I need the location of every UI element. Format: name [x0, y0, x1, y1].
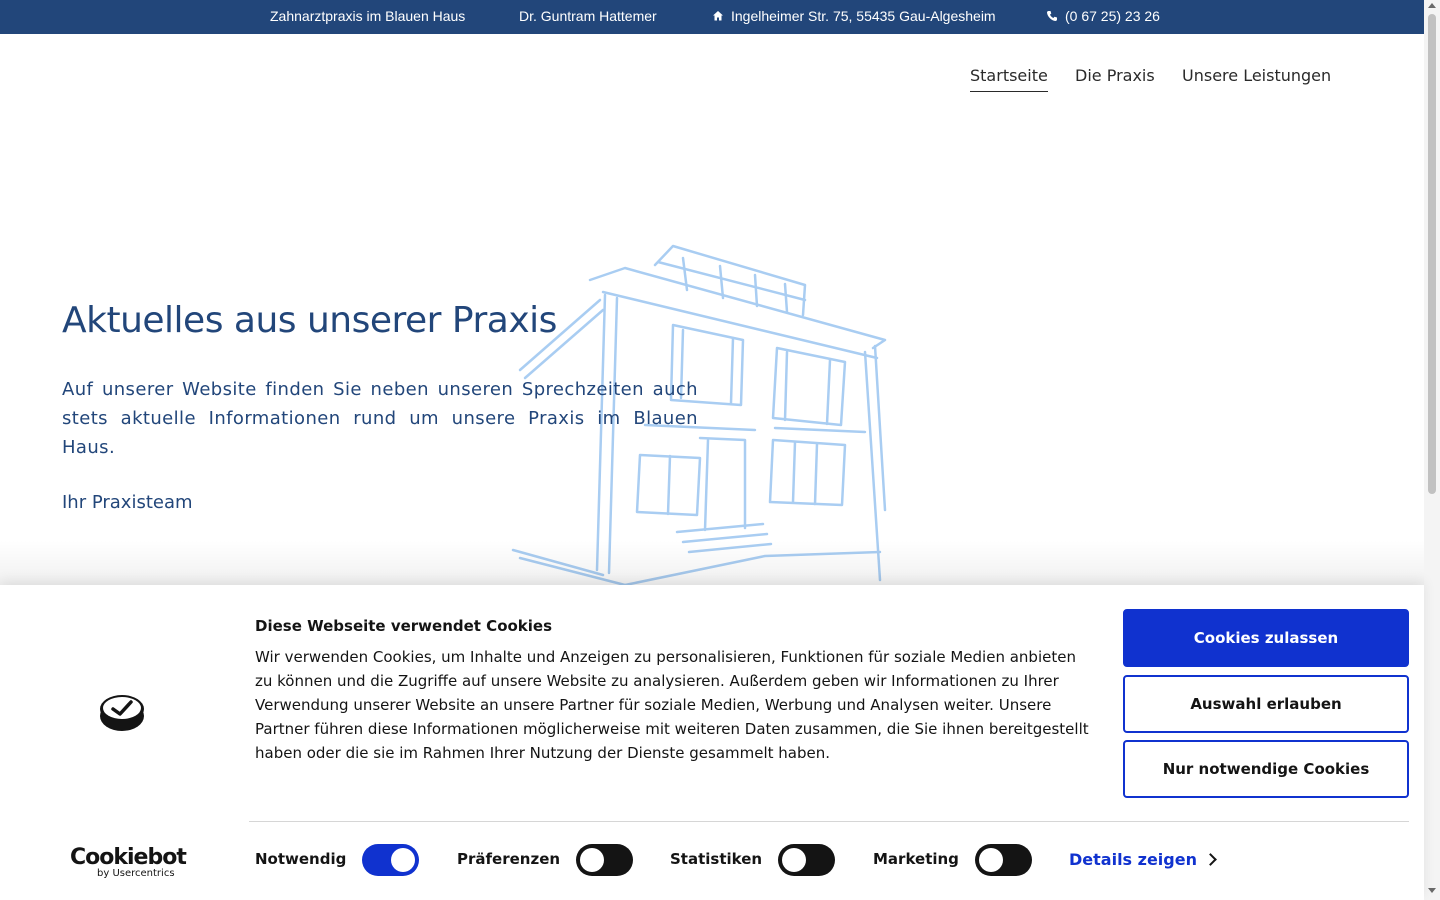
necessary-only-button[interactable]: Nur notwendige Cookies	[1123, 740, 1409, 798]
toggle-praeferenzen[interactable]	[576, 844, 633, 876]
details-link[interactable]: Details zeigen	[1069, 850, 1197, 869]
allow-all-cookies-button[interactable]: Cookies zulassen	[1123, 609, 1409, 667]
toggle-knob	[979, 848, 1003, 872]
home-icon	[712, 10, 724, 22]
toggle-label-notwendig: Notwendig	[255, 850, 347, 868]
toggle-knob	[782, 848, 806, 872]
banner-shadow	[0, 540, 1424, 586]
practice-name: Zahnarztpraxis im Blauen Haus	[270, 8, 466, 24]
cookie-banner-title: Diese Webseite verwendet Cookies	[255, 617, 553, 635]
cookiebot-brand-sub: by Usercentrics	[97, 868, 175, 879]
address: Ingelheimer Str. 75, 55435 Gau-Algesheim	[731, 8, 996, 24]
cookie-banner-text: Wir verwenden Cookies, um Inhalte und Anzeigen zu personalisieren, Funktionen für soziale Medien anbieten zu können und die Zugriffe auf unsere Website zu analysieren. Außerdem geben wir Informationen zu Ihrer Verwendung unserer Website an unsere Partner für soziale Medien, Werbung und Analysen weiter. Unsere Partner führen diese Informationen möglicherweise mit weiteren Daten zusammen, die Sie ihnen bereitgestellt haben oder die sie im Rahmen Ihrer Nutzung der Dienste gesammelt haben.	[255, 648, 1089, 762]
phone-number[interactable]: (0 67 25) 23 26	[1065, 8, 1160, 24]
toggle-label-praeferenzen: Präferenzen	[457, 850, 561, 868]
page-title: Aktuelles aus unserer Praxis	[62, 300, 557, 341]
toggle-statistiken[interactable]	[778, 844, 835, 876]
toggle-knob	[391, 848, 415, 872]
toggle-knob	[580, 848, 604, 872]
toggle-notwendig[interactable]	[362, 844, 419, 876]
intro-text: Auf unserer Website finden Sie neben unseren Sprechzeiten auch stets aktuelle Informationen rund um unsere Praxis im Blauen Haus.	[62, 379, 698, 458]
nav-die-praxis[interactable]: Die Praxis	[1075, 66, 1155, 85]
phone-icon	[1046, 10, 1058, 22]
toggle-label-statistiken: Statistiken	[670, 850, 763, 868]
scroll-down-arrow-icon[interactable]	[1428, 888, 1436, 893]
signature: Ihr Praxisteam	[62, 492, 193, 513]
cookiebot-brand	[70, 845, 186, 879]
top-info-bar	[0, 0, 1424, 34]
doctor-name: Dr. Guntram Hattemer	[519, 8, 657, 24]
toggle-marketing[interactable]	[975, 844, 1032, 876]
cookiebot-logo-icon	[99, 694, 145, 732]
banner-divider	[249, 821, 1409, 822]
scrollbar-thumb[interactable]	[1428, 14, 1436, 494]
cookiebot-brand-name: Cookiebot	[70, 845, 186, 870]
nav-startseite[interactable]: Startseite	[970, 66, 1048, 92]
toggle-label-marketing: Marketing	[873, 850, 959, 868]
scroll-up-arrow-icon[interactable]	[1428, 3, 1436, 8]
nav-unsere-leistungen[interactable]: Unsere Leistungen	[1182, 66, 1332, 85]
allow-selection-button[interactable]: Auswahl erlauben	[1123, 675, 1409, 733]
